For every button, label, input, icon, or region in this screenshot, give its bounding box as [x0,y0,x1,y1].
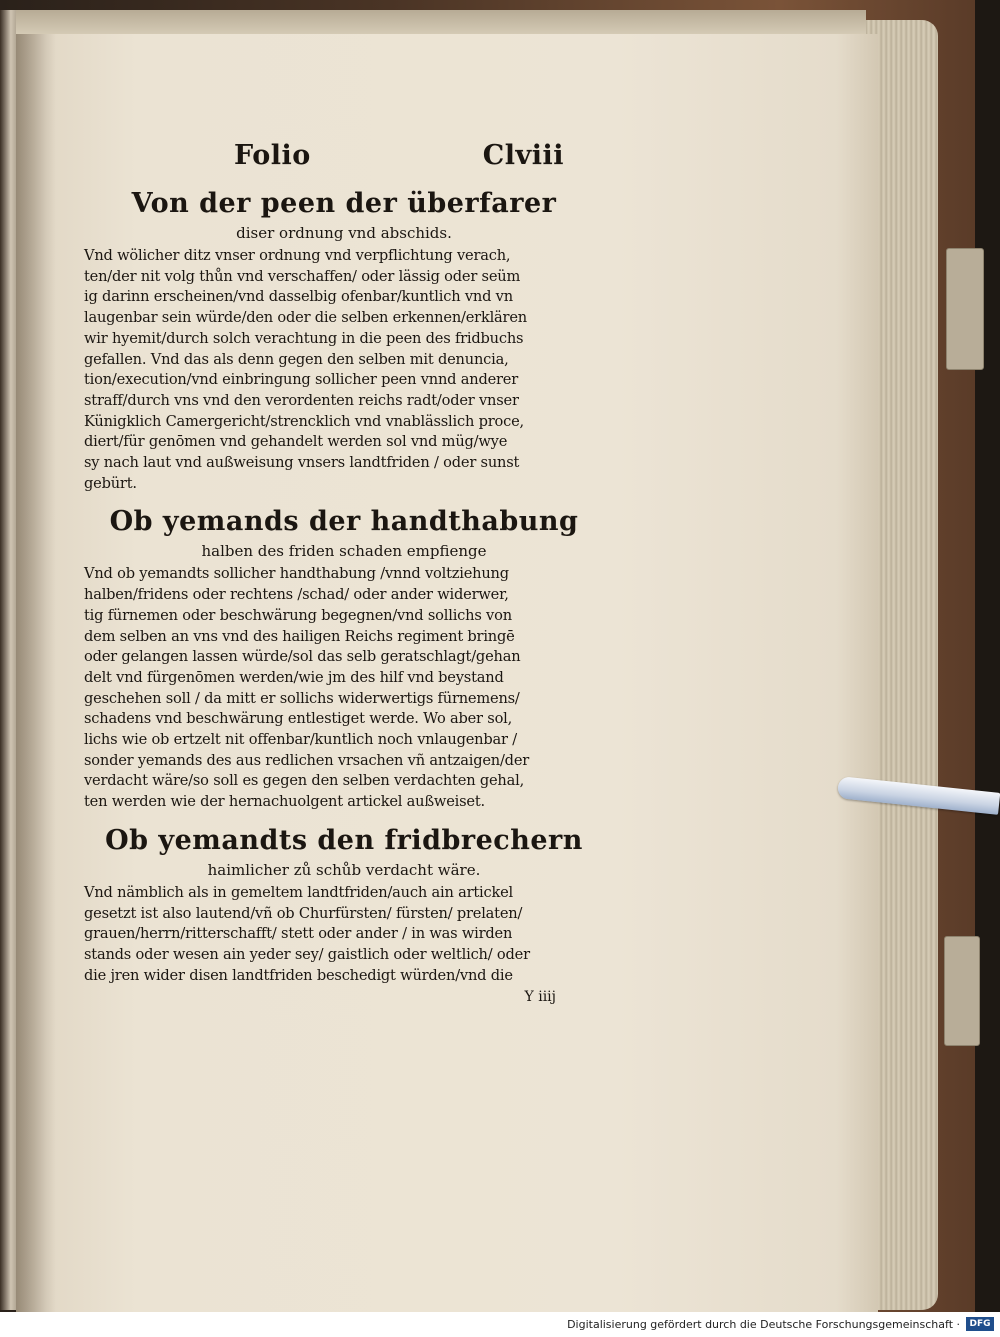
text-line: halben/fridens oder rechtens /schad/ oder ander widerwer, [84,586,509,604]
text-line: straff/durch vns vnd den verordenten reichs radt/oder vnser [84,391,519,409]
text-line: stands oder wesen ain yeder sey/ gaistlich oder weltlich/ oder [84,945,530,963]
printed-text-block [84,136,604,1008]
text-line: gefallen. Vnd das als denn gegen den selben mit denuncia, [84,350,509,368]
funding-credit: Digitalisierung gefördert durch die Deutsche Forschungsgemeinschaft · [567,1318,960,1331]
text-line: ten/der nit volg thůn vnd verschaffen/ oder lässig oder seüm [84,267,521,285]
text-line: gesetzt ist also lautend/vñ ob Churfürsten/ fürsten/ prelaten/ [84,904,523,922]
text-line: diert/für genōmen vnd gehandelt werden sol vnd müg/wye [84,433,508,451]
text-line: gebürt. [84,474,137,492]
section-3 [84,823,604,987]
bookmark-tab-upper [946,248,984,370]
text-line: die jren wider disen landtfriden beschedigt würden/vnd die [84,966,513,984]
running-head [234,136,564,176]
dfg-logo: DFG [966,1317,994,1331]
text-line: lichs wie ob ertzelt nit offenbar/kuntlich noch vnlaugenbar / [84,731,517,749]
gutter-shadow [16,34,56,1312]
text-line: sonder yemands des aus redlichen vrsachen vñ antzaigen/der [84,751,530,769]
section-heading: Ob yemands der handthabung [109,506,579,538]
text-line: sy nach laut vnd außweisung vnsers landtfriden / oder sunst [84,454,520,472]
text-line: grauen/herrn/ritterschafft/ stett oder ander / in was wirden [84,925,513,943]
running-head-right: Clviii [482,140,564,171]
text-line: Vnd wölicher ditz vnser ordnung vnd verpflichtung verach, [84,247,511,264]
section-heading: Von der peen der überfarer [131,188,557,219]
text-line: ten werden wie der hernachuolgent artickel außweiset. [84,793,485,811]
text-line: schadens vnd beschwärung entlestiget werde. Wo aber sol, [84,710,513,728]
text-line: geschehen soll / da mitt er sollichs widerwertigs fürnemens/ [84,689,520,707]
text-line: dem selben an vns vnd des hailigen Reichs regiment bringē [84,627,515,645]
text-line: oder gelangen lassen würde/sol das selb geratschlagt/gehan [84,648,521,666]
text-line: Vnd nämblich als in gemeltem landtfriden/auch ain artickel [84,883,514,901]
text-line: verdacht wäre/so soll es gegen den selben verdachten gehal, [84,772,525,790]
text-line: delt vnd fürgenōmen werden/wie jm des hilf vnd beystand [84,668,504,686]
text-line: tig fürnemen oder beschwärung begegnen/vnd sollichs von [84,606,512,624]
section-subheading: haimlicher zů schůb verdacht wäre. [207,860,481,879]
section-subheading: halben des friden schaden empfienge [201,542,487,561]
text-line: Vnd ob yemandts sollicher handthabung /vnnd voltziehung [84,565,509,583]
bookmark-tab-lower [944,936,980,1046]
text-line: tion/execution/vnd einbringung sollicher peen vnnd anderer [84,371,519,389]
footer-bar [0,1312,1000,1337]
section-1 [84,186,604,494]
text-line: wir hyemit/durch solch verachtung in die peen des fridbuchs [84,329,524,347]
section-2 [84,504,604,812]
section-subheading: diser ordnung vnd abschids. [236,224,452,242]
text-line: ig darinn erscheinen/vnd dasselbig ofenbar/kuntlich vnd vn [84,288,513,306]
running-head-left: Folio [234,140,311,171]
text-line: Künigklich Camergericht/strencklich vnd vnablässlich proce, [84,412,524,430]
signature-mark: Y iiij [524,989,556,1006]
section-heading: Ob yemandts den fridbrechern [105,824,583,856]
text-line: laugenbar sein würde/den oder die selben erkennen/erklären [84,309,527,327]
